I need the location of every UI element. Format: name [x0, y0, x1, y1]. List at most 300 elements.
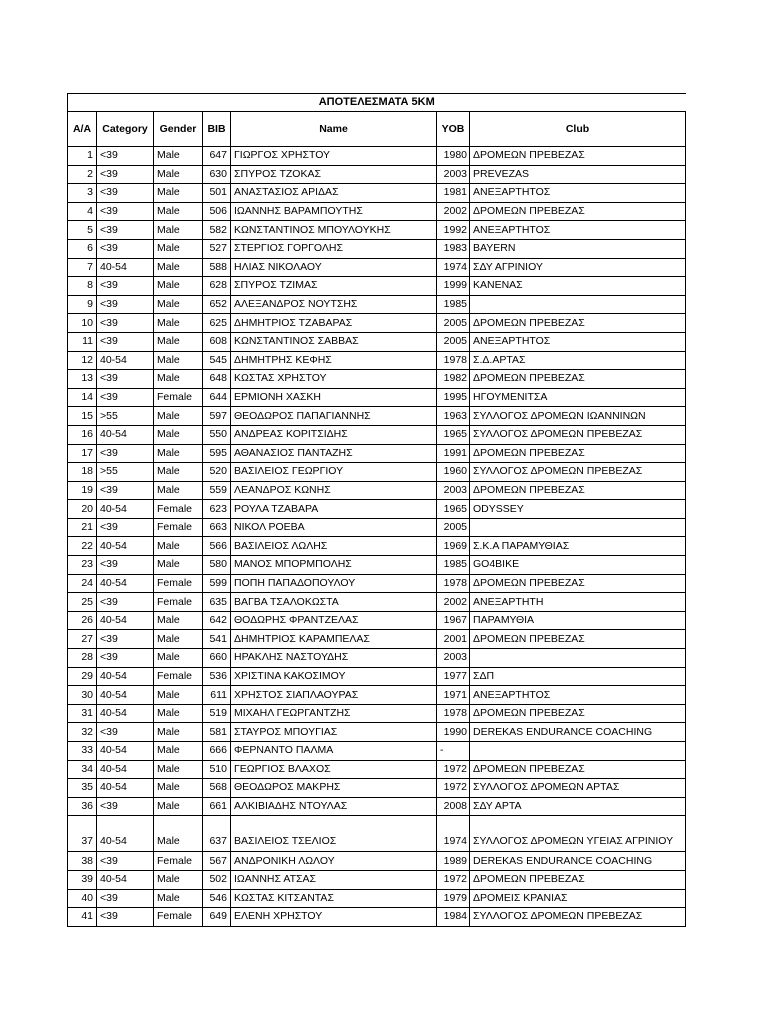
- rank-cell: 19: [68, 481, 97, 500]
- yob-cell: 2002: [437, 593, 470, 612]
- name-cell: ΜΙΧΑΗΛ ΓΕΩΡΓΑΝΤΖΗΣ: [231, 704, 437, 723]
- name-cell: ΑΛΚΙΒΙΑΔΗΣ ΝΤΟΥΛΑΣ: [231, 797, 437, 816]
- bib-cell: 581: [203, 723, 231, 742]
- table-row: [68, 518, 686, 537]
- category-cell: 40-54: [97, 779, 154, 798]
- category-cell: <39: [97, 388, 154, 407]
- club-cell: ΣΥΛΛΟΓΟΣ ΔΡΟΜΕΩΝ ΙΩΑΝΝΙΝΩΝ: [470, 407, 686, 426]
- name-cell: ΔΗΜΗΤΡΙΟΣ ΤΖΑΒΑΡΑΣ: [231, 314, 437, 333]
- category-cell: <39: [97, 295, 154, 314]
- table-row: [68, 593, 686, 612]
- table-row: [68, 500, 686, 519]
- name-cell: ΦΕΡΝΑΝΤΟ ΠΑΛΜΑ: [231, 742, 437, 761]
- category-cell: 40-54: [97, 816, 154, 852]
- rank-cell: 15: [68, 407, 97, 426]
- club-cell: ΣΔΥ ΑΓΡΙΝΙΟΥ: [470, 258, 686, 277]
- yob-cell: 1969: [437, 537, 470, 556]
- gender-cell: Male: [154, 147, 203, 166]
- table-row: [68, 481, 686, 500]
- yob-cell: 2002: [437, 202, 470, 221]
- table-row: [68, 760, 686, 779]
- name-cell: ΓΙΩΡΓΟΣ ΧΡΗΣΤΟΥ: [231, 147, 437, 166]
- bib-cell: 623: [203, 500, 231, 519]
- bib-cell: 536: [203, 667, 231, 686]
- bib-cell: 527: [203, 239, 231, 258]
- gender-cell: Male: [154, 816, 203, 852]
- category-cell: <39: [97, 630, 154, 649]
- gender-cell: Male: [154, 611, 203, 630]
- rank-cell: 8: [68, 277, 97, 296]
- club-cell: DEREKAS ENDURANCE COACHING: [470, 852, 686, 871]
- yob-cell: 1982: [437, 370, 470, 389]
- gender-cell: Male: [154, 723, 203, 742]
- rank-cell: 17: [68, 444, 97, 463]
- category-cell: <39: [97, 593, 154, 612]
- category-cell: 40-54: [97, 611, 154, 630]
- name-cell: ΠΟΠΗ ΠΑΠΑΔΟΠΟΥΛΟΥ: [231, 574, 437, 593]
- club-cell: ΠΑΡΑΜΥΘΙΑ: [470, 611, 686, 630]
- yob-cell: 1967: [437, 611, 470, 630]
- rank-cell: 6: [68, 239, 97, 258]
- rank-cell: 35: [68, 779, 97, 798]
- club-cell: ΔΡΟΜΕΙΣ ΚΡΑΝΙΑΣ: [470, 889, 686, 908]
- rank-cell: 34: [68, 760, 97, 779]
- bib-cell: 642: [203, 611, 231, 630]
- category-cell: 40-54: [97, 425, 154, 444]
- rank-cell: 31: [68, 704, 97, 723]
- gender-cell: Female: [154, 593, 203, 612]
- category-cell: 40-54: [97, 704, 154, 723]
- yob-cell: 1992: [437, 221, 470, 240]
- column-header-club: Club: [470, 112, 686, 147]
- category-cell: 40-54: [97, 742, 154, 761]
- club-cell: ΑΝΕΞΑΡΤΗΤΗ: [470, 593, 686, 612]
- category-cell: 40-54: [97, 574, 154, 593]
- category-cell: 40-54: [97, 870, 154, 889]
- header-row: [68, 112, 686, 147]
- table-row: [68, 908, 686, 927]
- club-cell: Σ.Κ.Α ΠΑΡΑΜΥΘΙΑΣ: [470, 537, 686, 556]
- bib-cell: 550: [203, 425, 231, 444]
- club-cell: [470, 518, 686, 537]
- club-cell: ΔΡΟΜΕΩΝ ΠΡΕΒΕΖΑΣ: [470, 202, 686, 221]
- category-cell: <39: [97, 147, 154, 166]
- gender-cell: Male: [154, 797, 203, 816]
- club-cell: ΔΡΟΜΕΩΝ ΠΡΕΒΕΖΑΣ: [470, 147, 686, 166]
- category-cell: <39: [97, 239, 154, 258]
- rank-cell: 39: [68, 870, 97, 889]
- rank-cell: 13: [68, 370, 97, 389]
- bib-cell: 506: [203, 202, 231, 221]
- club-cell: [470, 295, 686, 314]
- column-header-category: Category: [97, 112, 154, 147]
- bib-cell: 519: [203, 704, 231, 723]
- name-cell: ΒΑΣΙΛΕΙΟΣ ΓΕΩΡΓΙΟΥ: [231, 463, 437, 482]
- name-cell: ΣΤΕΡΓΙΟΣ ΓΟΡΓΟΛΗΣ: [231, 239, 437, 258]
- name-cell: ΒΑΓΒΑ ΤΣΑΛΟΚΩΣΤΑ: [231, 593, 437, 612]
- rank-cell: 30: [68, 686, 97, 705]
- name-cell: ΙΩΑΝΝΗΣ ΒΑΡΑΜΠΟΥΤΗΣ: [231, 202, 437, 221]
- category-cell: 40-54: [97, 258, 154, 277]
- yob-cell: 1990: [437, 723, 470, 742]
- table-row: [68, 779, 686, 798]
- category-cell: <39: [97, 202, 154, 221]
- yob-cell: 1972: [437, 760, 470, 779]
- bib-cell: 611: [203, 686, 231, 705]
- category-cell: <39: [97, 481, 154, 500]
- rank-cell: 2: [68, 165, 97, 184]
- category-cell: <39: [97, 221, 154, 240]
- rank-cell: 18: [68, 463, 97, 482]
- club-cell: ΔΡΟΜΕΩΝ ΠΡΕΒΕΖΑΣ: [470, 704, 686, 723]
- category-cell: 40-54: [97, 500, 154, 519]
- bib-cell: 566: [203, 537, 231, 556]
- table-row: [68, 630, 686, 649]
- yob-cell: 1972: [437, 779, 470, 798]
- rank-cell: 26: [68, 611, 97, 630]
- table-row: [68, 314, 686, 333]
- bib-cell: 559: [203, 481, 231, 500]
- bib-cell: 652: [203, 295, 231, 314]
- rank-cell: 32: [68, 723, 97, 742]
- results-table: [67, 93, 686, 927]
- bib-cell: 501: [203, 184, 231, 203]
- yob-cell: 2005: [437, 332, 470, 351]
- category-cell: 40-54: [97, 760, 154, 779]
- rank-cell: 14: [68, 388, 97, 407]
- table-row: [68, 649, 686, 668]
- gender-cell: Male: [154, 184, 203, 203]
- club-cell: Σ.Δ.ΑΡΤΑΣ: [470, 351, 686, 370]
- gender-cell: Male: [154, 258, 203, 277]
- category-cell: <39: [97, 649, 154, 668]
- rank-cell: 27: [68, 630, 97, 649]
- table-row: [68, 686, 686, 705]
- gender-cell: Male: [154, 686, 203, 705]
- table-row: [68, 370, 686, 389]
- table-row: [68, 611, 686, 630]
- column-header-yob: YOB: [437, 112, 470, 147]
- name-cell: ΔΗΜΗΤΡΙΟΣ ΚΑΡΑΜΠΕΛΑΣ: [231, 630, 437, 649]
- yob-cell: 2003: [437, 481, 470, 500]
- category-cell: <39: [97, 332, 154, 351]
- table-row: [68, 444, 686, 463]
- name-cell: ΒΑΣΙΛΕΙΟΣ ΤΣΕΛΙΟΣ: [231, 816, 437, 852]
- bib-cell: 595: [203, 444, 231, 463]
- category-cell: <39: [97, 723, 154, 742]
- rank-cell: 25: [68, 593, 97, 612]
- club-cell: ΣΔΥ ΑΡΤΑ: [470, 797, 686, 816]
- rank-cell: 21: [68, 518, 97, 537]
- column-header-gender: Gender: [154, 112, 203, 147]
- yob-cell: 1978: [437, 351, 470, 370]
- name-cell: ΔΗΜΗΤΡΗΣ ΚΕΦΗΣ: [231, 351, 437, 370]
- yob-cell: 1977: [437, 667, 470, 686]
- yob-cell: 1999: [437, 277, 470, 296]
- club-cell: ΣΔΠ: [470, 667, 686, 686]
- rank-cell: 11: [68, 332, 97, 351]
- bib-cell: 647: [203, 147, 231, 166]
- table-row: [68, 277, 686, 296]
- table-row: [68, 239, 686, 258]
- name-cell: ΚΩΣΤΑΣ ΧΡΗΣΤΟΥ: [231, 370, 437, 389]
- gender-cell: Male: [154, 221, 203, 240]
- club-cell: ΔΡΟΜΕΩΝ ΠΡΕΒΕΖΑΣ: [470, 481, 686, 500]
- results-body: [68, 147, 686, 927]
- table-row: [68, 574, 686, 593]
- bib-cell: 644: [203, 388, 231, 407]
- rank-cell: 33: [68, 742, 97, 761]
- name-cell: ΗΛΙΑΣ ΝΙΚΟΛΑΟΥ: [231, 258, 437, 277]
- title-row: [68, 94, 686, 112]
- name-cell: ΧΡΙΣΤΙΝΑ ΚΑΚΟΣΙΜΟΥ: [231, 667, 437, 686]
- gender-cell: Female: [154, 667, 203, 686]
- gender-cell: Male: [154, 202, 203, 221]
- club-cell: ΣΥΛΛΟΓΟΣ ΔΡΟΜΕΩΝ ΑΡΤΑΣ: [470, 779, 686, 798]
- name-cell: ΚΩΝΣΤΑΝΤΙΝΟΣ ΜΠΟΥΛΟΥΚΗΣ: [231, 221, 437, 240]
- gender-cell: Male: [154, 760, 203, 779]
- table-row: [68, 295, 686, 314]
- yob-cell: 1974: [437, 816, 470, 852]
- yob-cell: 2008: [437, 797, 470, 816]
- table-row: [68, 556, 686, 575]
- bib-cell: 649: [203, 908, 231, 927]
- category-cell: <39: [97, 277, 154, 296]
- category-cell: <39: [97, 852, 154, 871]
- name-cell: ΣΠΥΡΟΣ ΤΖΙΜΑΣ: [231, 277, 437, 296]
- bib-cell: 635: [203, 593, 231, 612]
- gender-cell: Female: [154, 388, 203, 407]
- gender-cell: Male: [154, 556, 203, 575]
- club-cell: ΣΥΛΛΟΓΟΣ ΔΡΟΜΕΩΝ ΠΡΕΒΕΖΑΣ: [470, 908, 686, 927]
- yob-cell: 1980: [437, 147, 470, 166]
- bib-cell: 541: [203, 630, 231, 649]
- gender-cell: Male: [154, 481, 203, 500]
- bib-cell: 666: [203, 742, 231, 761]
- gender-cell: Male: [154, 779, 203, 798]
- yob-cell: 1983: [437, 239, 470, 258]
- category-cell: 40-54: [97, 667, 154, 686]
- club-cell: ΣΥΛΛΟΓΟΣ ΔΡΟΜΕΩΝ ΥΓΕΙΑΣ ΑΓΡΙΝΙΟΥ: [470, 816, 686, 852]
- name-cell: ΒΑΣΙΛΕΙΟΣ ΛΩΛΗΣ: [231, 537, 437, 556]
- club-cell: ΣΥΛΛΟΓΟΣ ΔΡΟΜΕΩΝ ΠΡΕΒΕΖΑΣ: [470, 425, 686, 444]
- name-cell: ΣΤΑΥΡΟΣ ΜΠΟΥΓΙΑΣ: [231, 723, 437, 742]
- club-cell: DEREKAS ENDURANCE COACHING: [470, 723, 686, 742]
- table-row: [68, 797, 686, 816]
- rank-cell: 16: [68, 425, 97, 444]
- club-cell: [470, 742, 686, 761]
- yob-cell: 1985: [437, 556, 470, 575]
- column-header-bib: BIB: [203, 112, 231, 147]
- gender-cell: Female: [154, 574, 203, 593]
- club-cell: [470, 649, 686, 668]
- category-cell: <39: [97, 314, 154, 333]
- club-cell: ΔΡΟΜΕΩΝ ΠΡΕΒΕΖΑΣ: [470, 630, 686, 649]
- category-cell: <39: [97, 184, 154, 203]
- bib-cell: 502: [203, 870, 231, 889]
- gender-cell: Male: [154, 425, 203, 444]
- gender-cell: Male: [154, 889, 203, 908]
- rank-cell: 10: [68, 314, 97, 333]
- gender-cell: Male: [154, 332, 203, 351]
- bib-cell: 648: [203, 370, 231, 389]
- category-cell: >55: [97, 463, 154, 482]
- rank-cell: 22: [68, 537, 97, 556]
- table-row: [68, 463, 686, 482]
- bib-cell: 628: [203, 277, 231, 296]
- yob-cell: 1974: [437, 258, 470, 277]
- club-cell: ΔΡΟΜΕΩΝ ΠΡΕΒΕΖΑΣ: [470, 314, 686, 333]
- name-cell: ΙΩΑΝΝΗΣ ΑΤΣΑΣ: [231, 870, 437, 889]
- gender-cell: Male: [154, 407, 203, 426]
- rank-cell: 29: [68, 667, 97, 686]
- rank-cell: 12: [68, 351, 97, 370]
- rank-cell: 38: [68, 852, 97, 871]
- table-row: [68, 147, 686, 166]
- name-cell: ΜΑΝΟΣ ΜΠΟΡΜΠΟΛΗΣ: [231, 556, 437, 575]
- rank-cell: 28: [68, 649, 97, 668]
- gender-cell: Male: [154, 630, 203, 649]
- gender-cell: Female: [154, 518, 203, 537]
- rank-cell: 3: [68, 184, 97, 203]
- bib-cell: 597: [203, 407, 231, 426]
- table-row: [68, 221, 686, 240]
- table-row: [68, 332, 686, 351]
- rank-cell: 4: [68, 202, 97, 221]
- category-cell: <39: [97, 889, 154, 908]
- category-cell: >55: [97, 407, 154, 426]
- yob-cell: 1984: [437, 908, 470, 927]
- name-cell: ΣΠΥΡΟΣ ΤΖΟΚΑΣ: [231, 165, 437, 184]
- bib-cell: 625: [203, 314, 231, 333]
- yob-cell: -: [437, 742, 470, 761]
- rank-cell: 40: [68, 889, 97, 908]
- name-cell: ΚΩΣΤΑΣ ΚΙΤΣΑΝΤΑΣ: [231, 889, 437, 908]
- club-cell: PREVEZAS: [470, 165, 686, 184]
- column-header-aa: A/A: [68, 112, 97, 147]
- rank-cell: 41: [68, 908, 97, 927]
- bib-cell: 520: [203, 463, 231, 482]
- category-cell: <39: [97, 165, 154, 184]
- table-row: [68, 165, 686, 184]
- category-cell: 40-54: [97, 351, 154, 370]
- bib-cell: 546: [203, 889, 231, 908]
- bib-cell: 660: [203, 649, 231, 668]
- yob-cell: 2001: [437, 630, 470, 649]
- table-row: [68, 425, 686, 444]
- yob-cell: 2003: [437, 165, 470, 184]
- gender-cell: Male: [154, 444, 203, 463]
- rank-cell: 37: [68, 816, 97, 852]
- bib-cell: 568: [203, 779, 231, 798]
- gender-cell: Male: [154, 704, 203, 723]
- club-cell: ΑΝΕΞΑΡΤΗΤΟΣ: [470, 184, 686, 203]
- yob-cell: 1979: [437, 889, 470, 908]
- rank-cell: 9: [68, 295, 97, 314]
- name-cell: ΑΝΔΡΟΝΙΚΗ ΛΩΛΟΥ: [231, 852, 437, 871]
- club-cell: BAYERN: [470, 239, 686, 258]
- club-cell: ΑΝΕΞΑΡΤΗΤΟΣ: [470, 221, 686, 240]
- rank-cell: 36: [68, 797, 97, 816]
- bib-cell: 567: [203, 852, 231, 871]
- table-row: [68, 742, 686, 761]
- yob-cell: 1965: [437, 500, 470, 519]
- bib-cell: 630: [203, 165, 231, 184]
- gender-cell: Female: [154, 908, 203, 927]
- category-cell: <39: [97, 518, 154, 537]
- yob-cell: 1981: [437, 184, 470, 203]
- yob-cell: 1978: [437, 574, 470, 593]
- name-cell: ΓΕΩΡΓΙΟΣ ΒΛΑΧΟΣ: [231, 760, 437, 779]
- yob-cell: 1963: [437, 407, 470, 426]
- rank-cell: 1: [68, 147, 97, 166]
- gender-cell: Male: [154, 370, 203, 389]
- bib-cell: 661: [203, 797, 231, 816]
- category-cell: <39: [97, 444, 154, 463]
- bib-cell: 580: [203, 556, 231, 575]
- name-cell: ΗΡΑΚΛΗΣ ΝΑΣΤΟΥΔΗΣ: [231, 649, 437, 668]
- name-cell: ΝΙΚΟΛ ΡΟΕΒΑ: [231, 518, 437, 537]
- table-row: [68, 537, 686, 556]
- club-cell: ΔΡΟΜΕΩΝ ΠΡΕΒΕΖΑΣ: [470, 870, 686, 889]
- table-row: [68, 889, 686, 908]
- table-row: [68, 704, 686, 723]
- gender-cell: Male: [154, 649, 203, 668]
- gender-cell: Male: [154, 537, 203, 556]
- table-row: [68, 816, 686, 852]
- gender-cell: Male: [154, 165, 203, 184]
- table-row: [68, 258, 686, 277]
- club-cell: ΔΡΟΜΕΩΝ ΠΡΕΒΕΖΑΣ: [470, 574, 686, 593]
- club-cell: GO4BIKE: [470, 556, 686, 575]
- category-cell: 40-54: [97, 537, 154, 556]
- rank-cell: 7: [68, 258, 97, 277]
- category-cell: <39: [97, 556, 154, 575]
- club-cell: ODYSSEY: [470, 500, 686, 519]
- gender-cell: Male: [154, 295, 203, 314]
- rank-cell: 20: [68, 500, 97, 519]
- name-cell: ΑΛΕΞΑΝΔΡΟΣ ΝΟΥΤΣΗΣ: [231, 295, 437, 314]
- name-cell: ΧΡΗΣΤΟΣ ΣΙΑΠΛΑΟΥΡΑΣ: [231, 686, 437, 705]
- bib-cell: 637: [203, 816, 231, 852]
- bib-cell: 599: [203, 574, 231, 593]
- gender-cell: Male: [154, 870, 203, 889]
- gender-cell: Male: [154, 742, 203, 761]
- table-row: [68, 202, 686, 221]
- yob-cell: 2005: [437, 518, 470, 537]
- yob-cell: 1985: [437, 295, 470, 314]
- name-cell: ΑΘΑΝΑΣΙΟΣ ΠΑΝΤΑΖΗΣ: [231, 444, 437, 463]
- table-row: [68, 723, 686, 742]
- club-cell: ΔΡΟΜΕΩΝ ΠΡΕΒΕΖΑΣ: [470, 444, 686, 463]
- yob-cell: 1960: [437, 463, 470, 482]
- yob-cell: 1995: [437, 388, 470, 407]
- name-cell: ΑΝΑΣΤΑΣΙΟΣ ΑΡΙΔΑΣ: [231, 184, 437, 203]
- table-row: [68, 388, 686, 407]
- name-cell: ΛΕΑΝΔΡΟΣ ΚΩΝΗΣ: [231, 481, 437, 500]
- gender-cell: Female: [154, 852, 203, 871]
- club-cell: ΑΝΕΞΑΡΤΗΤΟΣ: [470, 686, 686, 705]
- bib-cell: 588: [203, 258, 231, 277]
- yob-cell: 1989: [437, 852, 470, 871]
- yob-cell: 1991: [437, 444, 470, 463]
- gender-cell: Female: [154, 500, 203, 519]
- bib-cell: 545: [203, 351, 231, 370]
- gender-cell: Male: [154, 314, 203, 333]
- club-cell: ΔΡΟΜΕΩΝ ΠΡΕΒΕΖΑΣ: [470, 760, 686, 779]
- name-cell: ΡΟΥΛΑ ΤΖΑΒΑΡΑ: [231, 500, 437, 519]
- table-row: [68, 407, 686, 426]
